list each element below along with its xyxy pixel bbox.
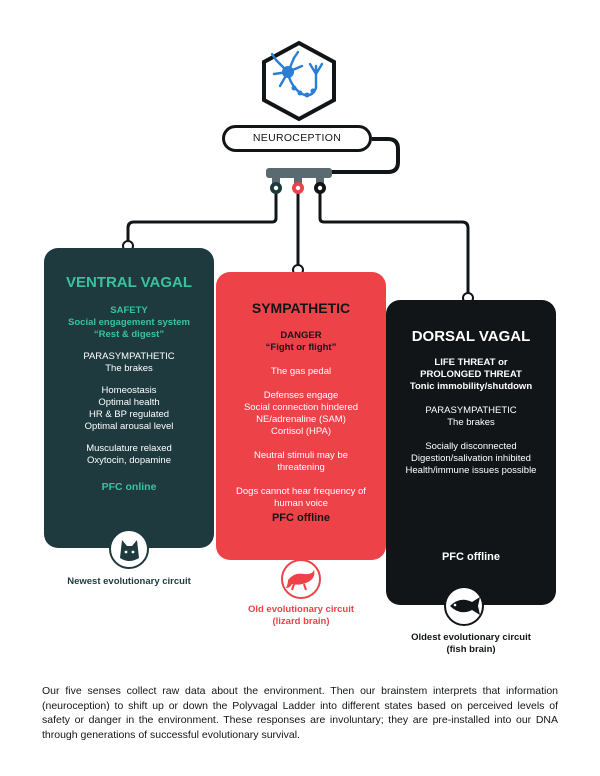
ventral-effect-3: HR & BP regulated — [88, 409, 170, 420]
sympathetic-caption — [216, 604, 386, 628]
footer-paragraph: Our five senses collect raw data about the environment. Then our brainstem interprets that information (neuroception) to shift up or down the Polyvagal Ladder into different states based on perceived levels of safety or danger in the environment. These responses are involuntary; they are pre-installed into our DNA through generations of successful evolutionary survival. — [42, 685, 558, 741]
lizard-icon — [280, 558, 322, 600]
sympathetic-neutral-1: Neutral stimuli may be — [254, 450, 348, 461]
dorsal-vagal-card — [386, 300, 556, 605]
ventral-body-1: Musculature relaxed — [86, 443, 172, 454]
ventral-title: VENTRAL VAGAL — [65, 274, 193, 291]
ventral-state-2: Social engagement system — [68, 317, 190, 328]
dorsal-effect-1: Socially disconnected — [425, 441, 517, 452]
sympathetic-effect-4: Cortisol (HPA) — [271, 426, 331, 437]
ventral-effect-2: Optimal health — [98, 397, 160, 408]
neuroception-box — [222, 125, 372, 152]
ventral-system-desc: The brakes — [105, 363, 153, 374]
ventral-state-3: “Rest & digest” — [93, 329, 165, 340]
valve-icon — [262, 166, 336, 206]
sympathetic-card — [216, 272, 386, 560]
sympathetic-title: SYMPATHETIC — [251, 300, 351, 316]
dorsal-effect-3: Health/immune issues possible — [405, 465, 537, 476]
sympathetic-state-1: DANGER — [280, 330, 322, 341]
sympathetic-state-2: “Fight or flight” — [265, 342, 337, 353]
ventral-effect-1: Homeostasis — [101, 385, 157, 396]
sympathetic-pfc: PFC offline — [271, 512, 331, 524]
dorsal-system: PARASYMPATHETIC — [425, 405, 517, 416]
pipe-ventral — [128, 190, 276, 245]
ventral-effect-4: Optimal arousal level — [84, 421, 174, 432]
dorsal-pfc: PFC offline — [441, 551, 501, 563]
fish-icon — [442, 586, 486, 626]
dorsal-state-1: LIFE THREAT or — [434, 357, 508, 368]
dorsal-caption-1: Oldest evolutionary circuit — [411, 632, 531, 643]
sympathetic-dogs-1: Dogs cannot hear frequency of — [236, 486, 366, 497]
dorsal-state-2: PROLONGED THREAT — [420, 369, 522, 380]
sympathetic-dogs-2: human voice — [274, 498, 328, 509]
ventral-body-2: Oxytocin, dopamine — [87, 455, 171, 466]
sympathetic-effect-2: Social connection hindered — [243, 402, 359, 413]
dorsal-caption — [386, 632, 556, 656]
sympathetic-effect-1: Defenses engage — [263, 390, 339, 401]
dorsal-effect-2: Digestion/salivation inhibited — [411, 453, 531, 464]
sympathetic-neutral-2: threatening — [277, 462, 325, 473]
sympathetic-effect-3: NE/adrenaline (SAM) — [256, 414, 346, 425]
ventral-state-1: SAFETY — [110, 305, 148, 316]
ventral-system: PARASYMPATHETIC — [83, 351, 175, 362]
ventral-vagal-card — [44, 248, 214, 548]
sympathetic-caption-1: Old evolutionary circuit — [247, 604, 355, 615]
dorsal-title: DORSAL VAGAL — [411, 328, 531, 345]
sympathetic-caption-2: (lizard brain) — [272, 616, 330, 627]
ventral-pfc: PFC online — [101, 481, 157, 493]
neuroception-label: NEUROCEPTION — [252, 132, 342, 144]
neuron-icon — [258, 40, 340, 122]
dorsal-caption-2: (fish brain) — [446, 644, 496, 655]
dorsal-state-3: Tonic immobility/shutdown — [409, 381, 533, 392]
dog-icon — [108, 528, 150, 570]
sympathetic-system-desc: The gas pedal — [270, 366, 332, 377]
dorsal-system-desc: The brakes — [447, 417, 495, 428]
ventral-caption: Newest evolutionary circuit — [67, 576, 191, 587]
